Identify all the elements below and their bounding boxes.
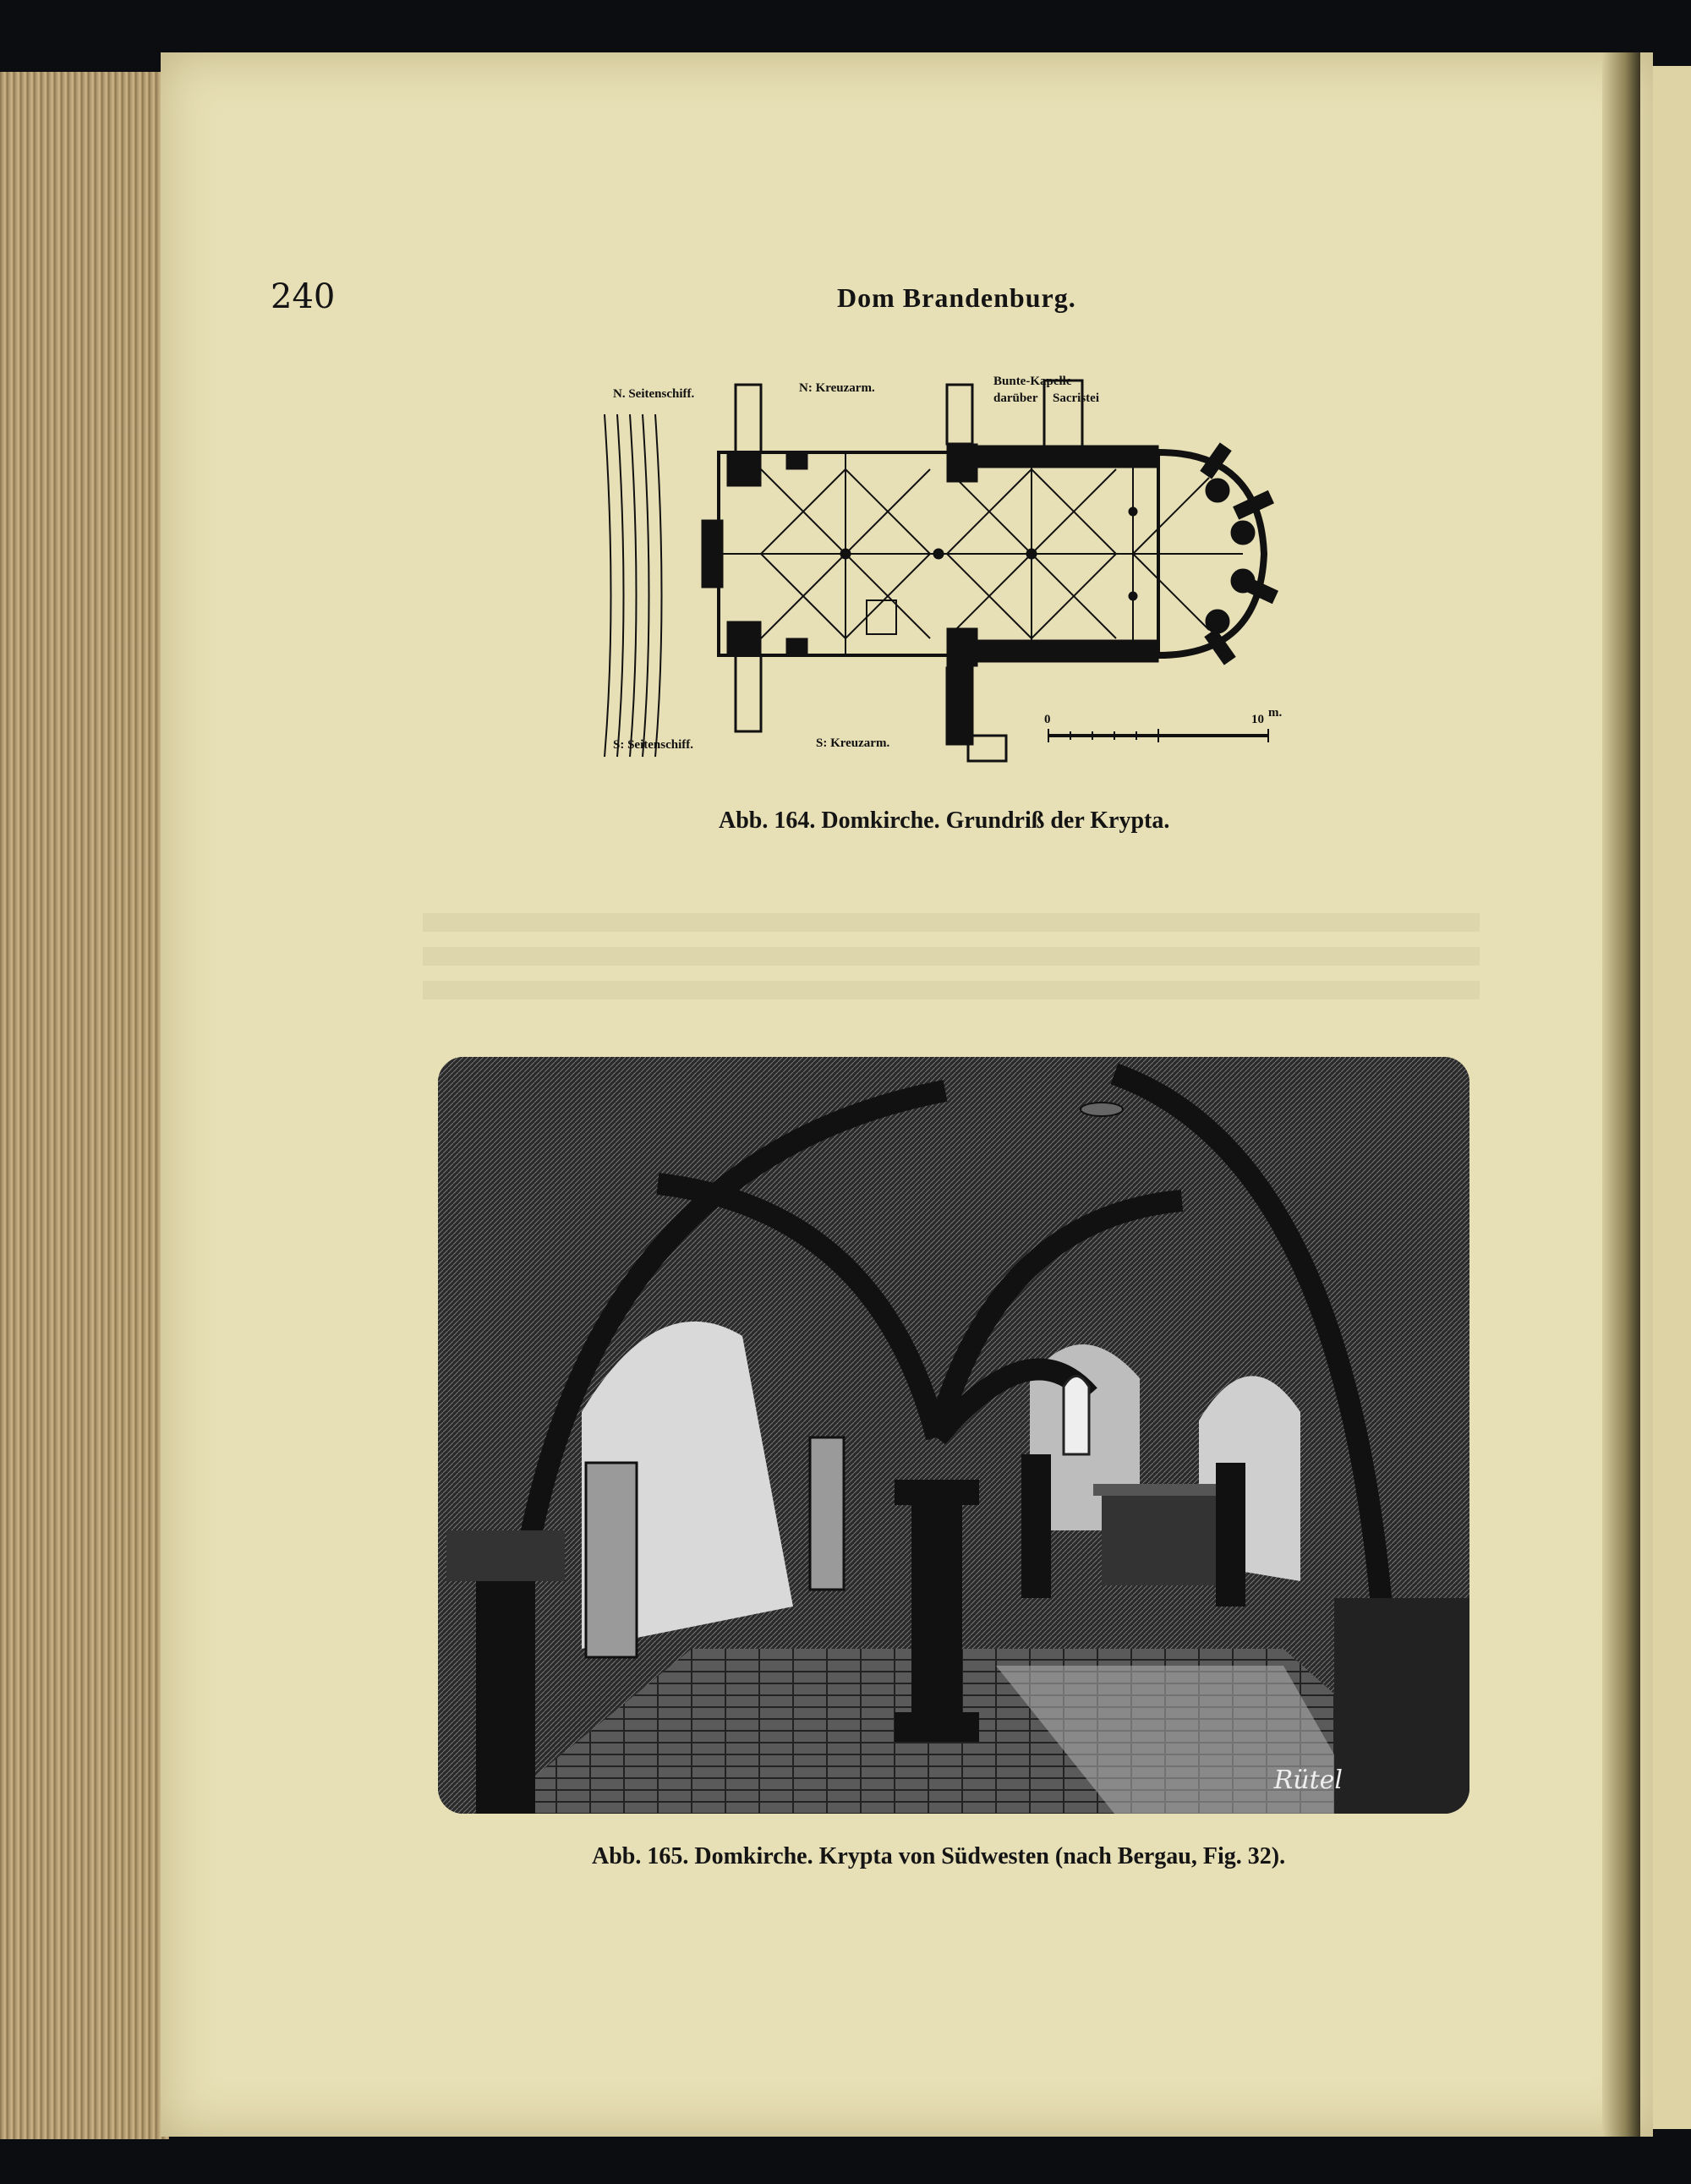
label-sacristei: Sacristei [1053, 391, 1099, 405]
page-header [0, 277, 1691, 328]
crypt-engraving [438, 1057, 1469, 1814]
crypt-floor-plan [592, 359, 1319, 774]
scale-unit-label: m. [1268, 706, 1283, 720]
page-number: 240 [271, 277, 336, 316]
label-bunte-kapelle: Bunte-Kapelle [993, 375, 1072, 388]
book-gutter [1602, 52, 1640, 2137]
label-sued-kreuzarm: S: Kreuzarm. [816, 736, 890, 750]
label-nord-kreuzarm: N: Kreuzarm. [799, 381, 875, 395]
label-nord-seitenschiff: N. Seitenschiff. [613, 387, 695, 401]
artist-signature: Rütel [1273, 1765, 1343, 1795]
figure-165-caption: Abb. 165. Domkirche. Krypta von Südwesten (nach Bergau, Fig. 32). [592, 1843, 1286, 1869]
label-darueber: darüber [993, 391, 1038, 405]
book-page-edges [0, 72, 169, 2139]
bleed-through-text [423, 913, 1480, 932]
scale-start-label: 0 [1044, 713, 1051, 726]
scale-end-label: 10 [1251, 713, 1264, 726]
figure-164-caption: Abb. 164. Domkirche. Grundriß der Krypta. [719, 807, 1170, 834]
label-sued-seitenschiff: S: Seitenschiff. [613, 738, 693, 752]
bleed-through-text [423, 947, 1480, 966]
bleed-through-text [423, 981, 1480, 999]
running-head: Dom Brandenburg. [837, 282, 1076, 313]
